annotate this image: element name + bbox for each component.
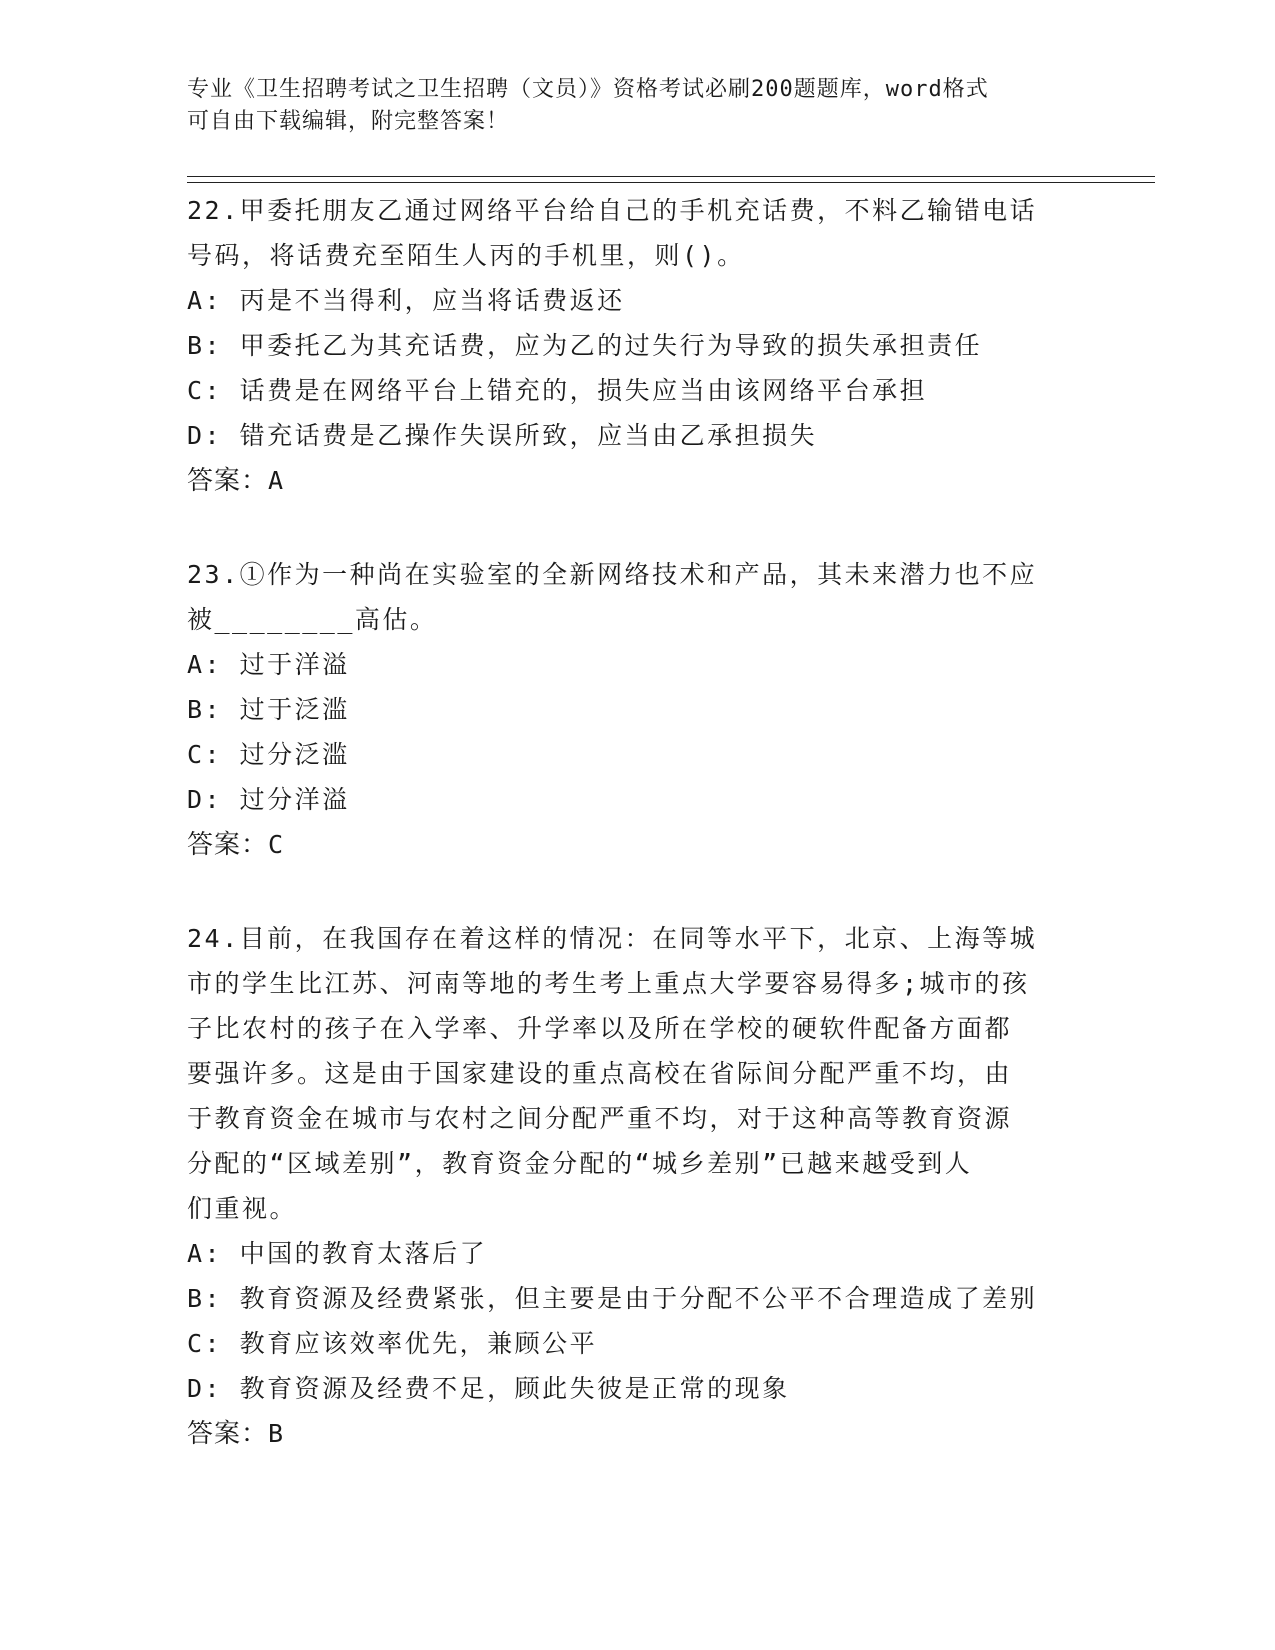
stem-line: 于教育资金在城市与农村之间分配严重不均，对于这种高等教育资源 [187, 1104, 1013, 1133]
option-b: B: 教育资源及经费紧张，但主要是由于分配不公平不合理造成了差别 [187, 1284, 1038, 1313]
header-line-2: 可自由下载编辑，附完整答案！ [187, 109, 510, 134]
option-b: B: 过于泛滥 [187, 695, 350, 724]
question-23 [187, 552, 1087, 867]
stem-line: 要强许多。这是由于国家建设的重点高校在省际间分配严重不均，由 [187, 1059, 1013, 1088]
document-header [187, 74, 1087, 138]
stem-line: 被________高估。 [187, 605, 438, 634]
stem-line: 号码，将话费充至陌生人丙的手机里，则()。 [187, 241, 745, 270]
header-line-1: 专业《卫生招聘考试之卫生招聘（文员）》资格考试必刷200题题库，word格式 [187, 77, 989, 102]
question-24 [187, 916, 1087, 1456]
option-d: D: 教育资源及经费不足，顾此失彼是正常的现象 [187, 1374, 790, 1403]
question-stem [187, 552, 1087, 642]
option-c: C: 教育应该效率优先，兼顾公平 [187, 1329, 598, 1358]
answer-label: 答案： [187, 1419, 269, 1449]
option-c: C: 过分泛滥 [187, 740, 350, 769]
answer-value: A [268, 466, 285, 495]
question-stem [187, 916, 1087, 1231]
stem-line: 24.目前，在我国存在着这样的情况：在同等水平下，北京、上海等城 [187, 924, 1038, 953]
header-divider-top [187, 176, 1155, 177]
answer-value: C [268, 830, 285, 859]
option-b: B: 甲委托乙为其充话费，应为乙的过失行为导致的损失承担责任 [187, 331, 983, 360]
option-a: A: 丙是不当得利，应当将话费返还 [187, 286, 625, 315]
option-a: A: 过于洋溢 [187, 650, 350, 679]
option-a: A: 中国的教育太落后了 [187, 1239, 488, 1268]
answer-line [187, 1411, 1087, 1456]
answer-label: 答案： [187, 830, 269, 860]
stem-line: 23.①作为一种尚在实验室的全新网络技术和产品，其未来潜力也不应 [187, 560, 1038, 589]
answer-line [187, 822, 1087, 867]
stem-line: 22.甲委托朋友乙通过网络平台给自己的手机充话费，不料乙输错电话 [187, 196, 1038, 225]
option-d: D: 过分洋溢 [187, 785, 350, 814]
option-d: D: 错充话费是乙操作失误所致，应当由乙承担损失 [187, 421, 818, 450]
stem-line: 子比农村的孩子在入学率、升学率以及所在学校的硬软件配备方面都 [187, 1014, 1013, 1043]
stem-line: 们重视。 [187, 1194, 298, 1223]
answer-value: B [268, 1419, 285, 1448]
question-stem [187, 188, 1087, 278]
header-divider-bottom [187, 182, 1155, 183]
question-22 [187, 188, 1087, 503]
answer-line [187, 458, 1087, 503]
stem-line: 分配的“区域差别”，教育资金分配的“城乡差别”已越来越受到人 [187, 1149, 973, 1178]
answer-label: 答案： [187, 466, 269, 496]
stem-line: 市的学生比江苏、河南等地的考生考上重点大学要容易得多;城市的孩 [187, 969, 1030, 998]
option-c: C: 话费是在网络平台上错充的，损失应当由该网络平台承担 [187, 376, 928, 405]
